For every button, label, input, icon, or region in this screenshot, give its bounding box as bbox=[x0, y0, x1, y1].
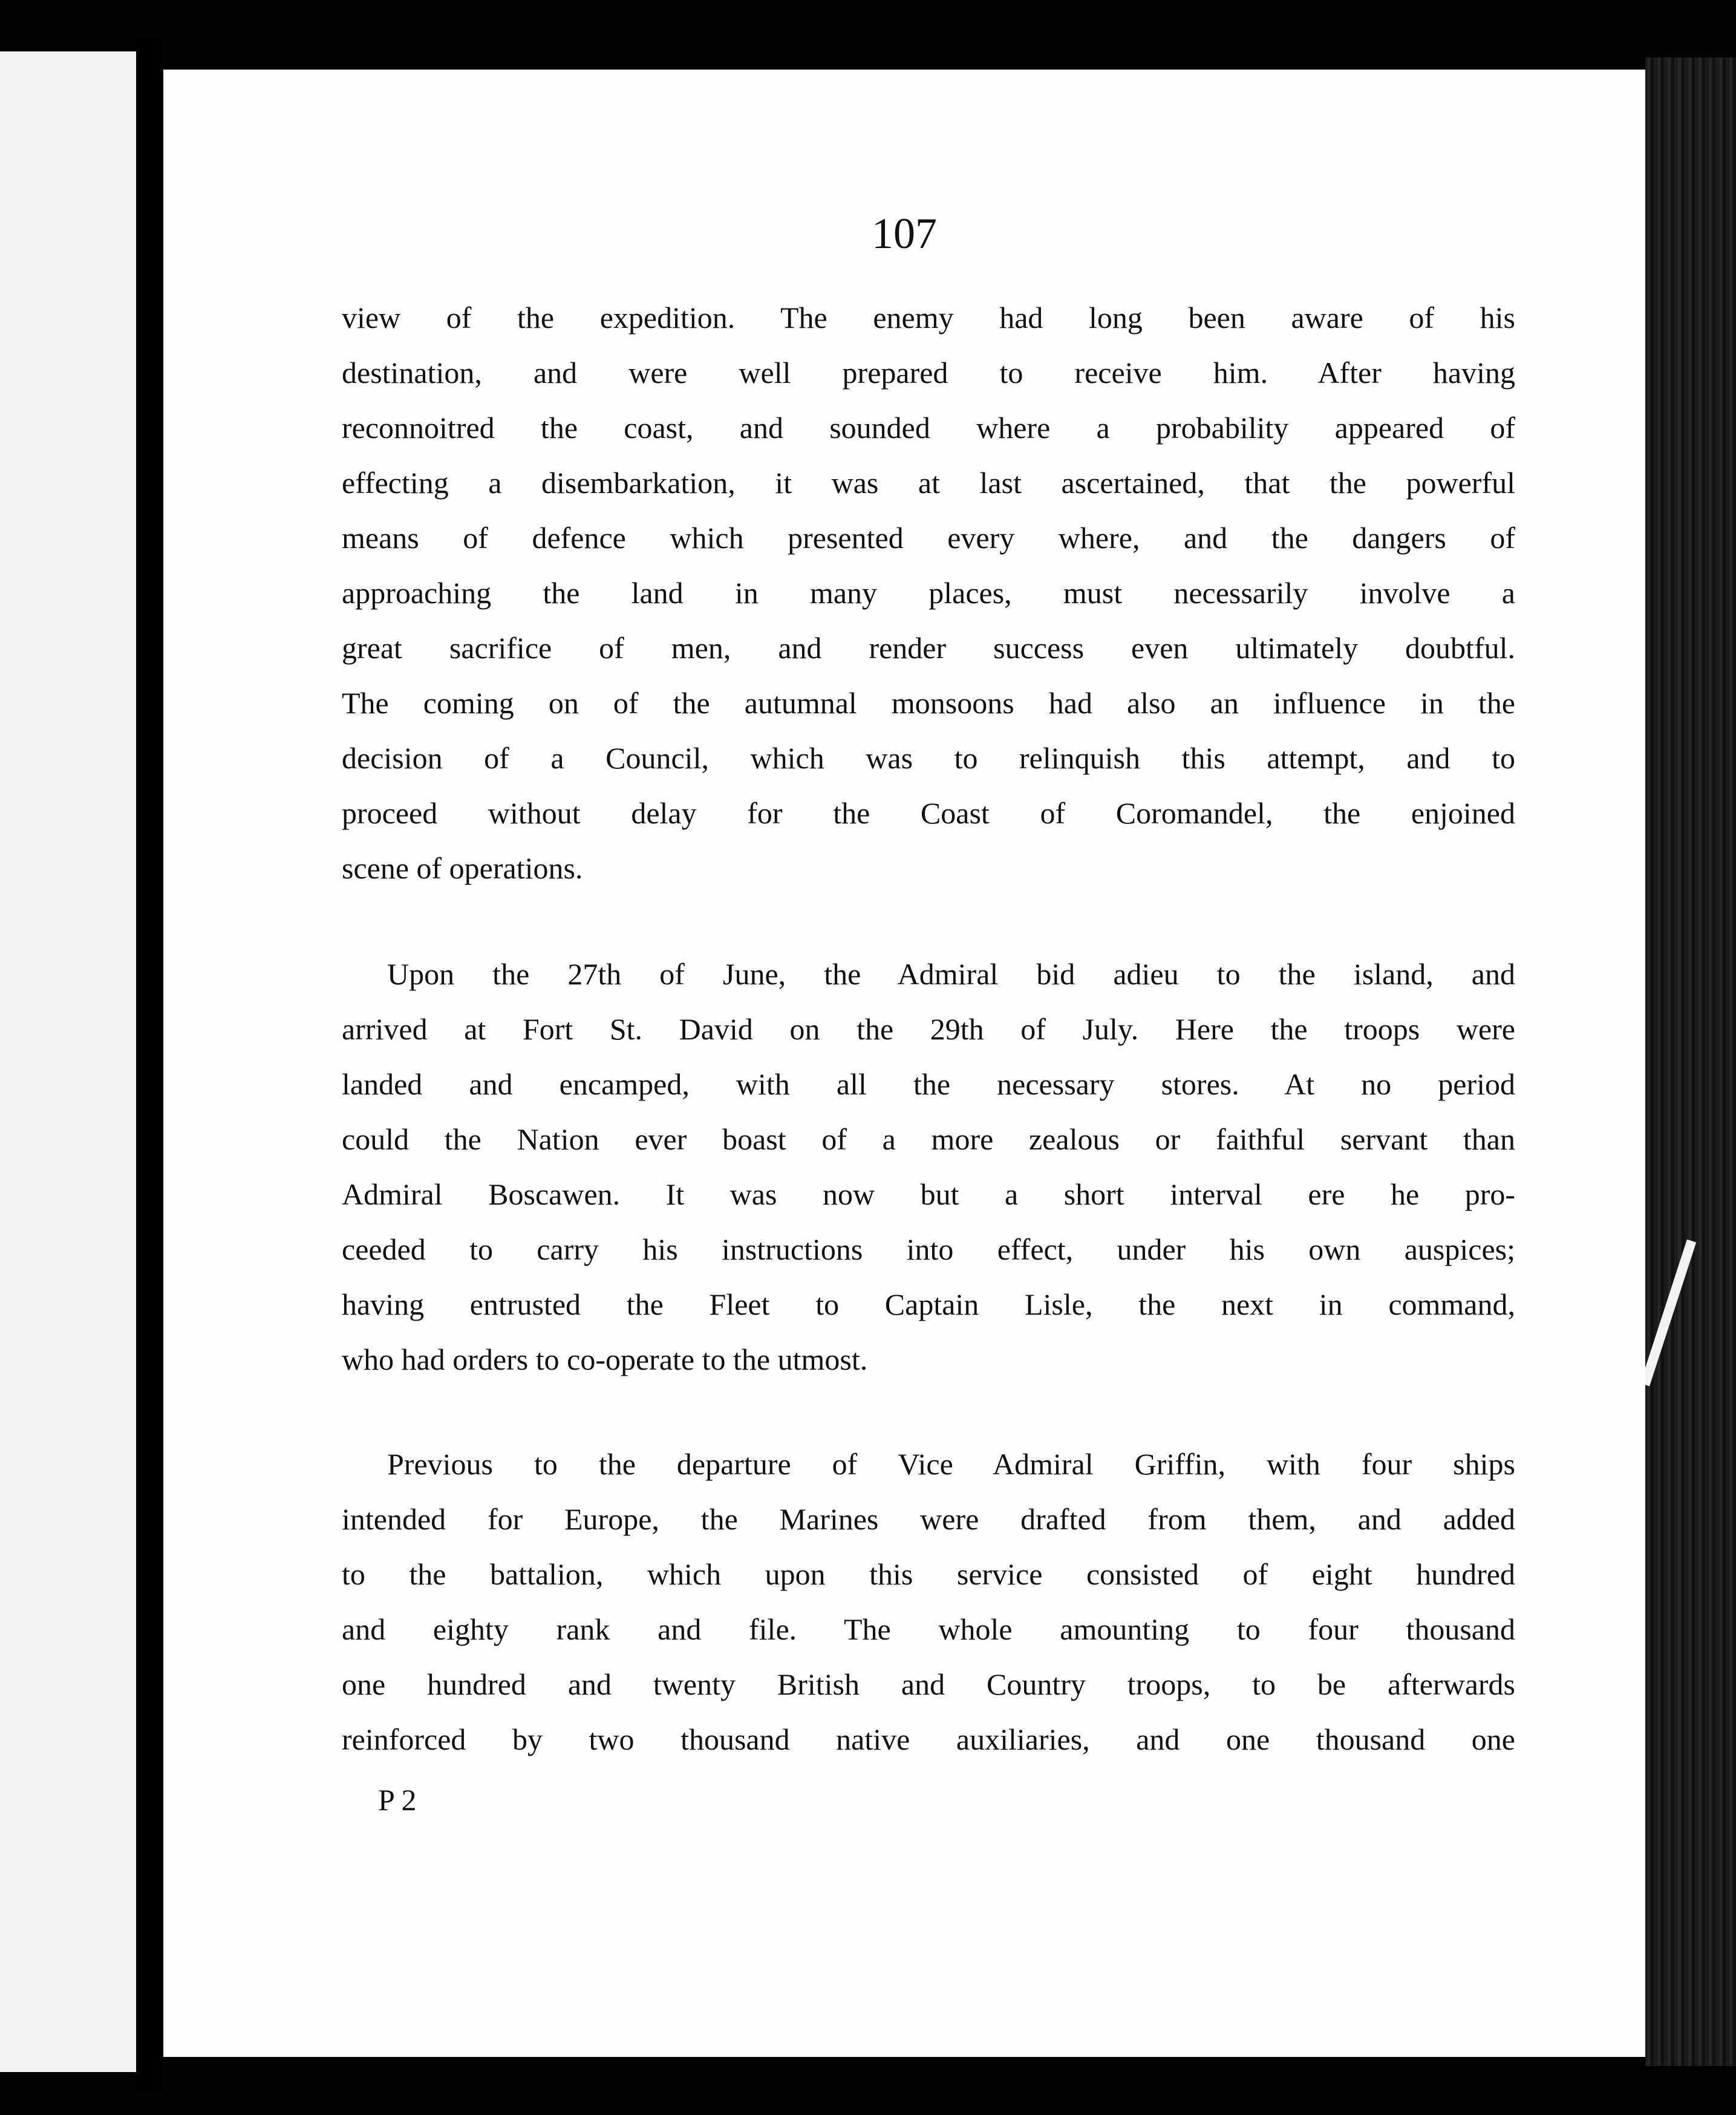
text-line: reinforced by two thousand native auxiliaries, and one thousand one bbox=[342, 1722, 1515, 1756]
text-line: view of the expedition. The enemy had long been aware of his bbox=[342, 301, 1515, 335]
text-line: effecting a disembarkation, it was at last ascertained, that the powerful bbox=[342, 466, 1515, 500]
text-line: scene of operations. bbox=[342, 851, 583, 885]
text-line: means of defence which presented every where, and the dangers of bbox=[342, 521, 1515, 555]
text-line: who had orders to co-operate to the utmost. bbox=[342, 1342, 868, 1376]
paper-tear-mark bbox=[1640, 1240, 1696, 1387]
text-line: reconnoitred the coast, and sounded where a probability appeared of bbox=[342, 411, 1515, 445]
next-pages-edge bbox=[1645, 57, 1736, 2066]
text-line: having entrusted the Fleet to Captain Lisle, the next in command, bbox=[342, 1287, 1515, 1321]
text-line: destination, and were well prepared to receive him. After having bbox=[342, 356, 1515, 390]
text-line: Previous to the departure of Vice Admiral Griffin, with four ships bbox=[387, 1447, 1515, 1481]
text-line: and eighty rank and file. The whole amounting to four thousand bbox=[342, 1612, 1515, 1646]
text-line: one hundred and twenty British and Country troops, to be afterwards bbox=[342, 1667, 1515, 1701]
text-line: to the battalion, which upon this service consisted of eight hundred bbox=[342, 1557, 1515, 1591]
binding-gutter bbox=[136, 36, 163, 2093]
previous-page-edge bbox=[0, 51, 137, 2072]
text-line: ceeded to carry his instructions into effect, under his own auspices; bbox=[342, 1232, 1515, 1266]
text-line: landed and encamped, with all the necessary stores. At no period bbox=[342, 1067, 1515, 1101]
text-line: The coming on of the autumnal monsoons had also an influence in the bbox=[342, 686, 1515, 720]
book-page bbox=[163, 70, 1645, 2057]
text-line: could the Nation ever boast of a more zealous or faithful servant than bbox=[342, 1122, 1515, 1156]
text-line: approaching the land in many places, must necessarily involve a bbox=[342, 576, 1515, 610]
text-line: Admiral Boscawen. It was now but a short interval ere he pro- bbox=[342, 1177, 1515, 1211]
page-number: 107 bbox=[872, 209, 937, 258]
text-line: Upon the 27th of June, the Admiral bid adieu to the island, and bbox=[387, 957, 1515, 991]
text-line: intended for Europe, the Marines were drafted from them, and added bbox=[342, 1502, 1515, 1536]
text-line: great sacrifice of men, and render success even ultimately doubtful. bbox=[342, 631, 1515, 665]
text-line: arrived at Fort St. David on the 29th of July. Here the troops were bbox=[342, 1012, 1515, 1046]
signature-mark: P 2 bbox=[378, 1783, 417, 1817]
text-line: decision of a Council, which was to relinquish this attempt, and to bbox=[342, 741, 1515, 775]
text-line: proceed without delay for the Coast of Coromandel, the enjoined bbox=[342, 796, 1515, 830]
